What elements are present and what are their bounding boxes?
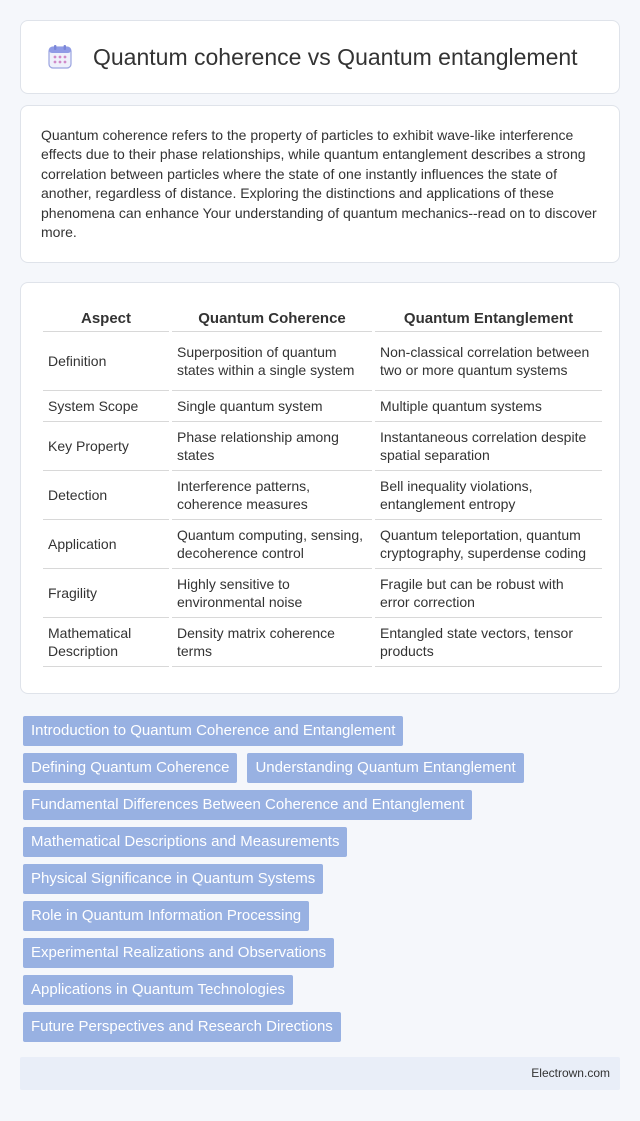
topic-row bbox=[23, 938, 623, 968]
table-cell: Application bbox=[43, 520, 169, 569]
table-cell: Superposition of quantum states within a single system bbox=[172, 332, 372, 391]
table-cell: Key Property bbox=[43, 422, 169, 471]
calendar-icon bbox=[47, 44, 73, 70]
topic-link[interactable]: Experimental Realizations and Observations bbox=[23, 938, 334, 968]
topic-link[interactable]: Role in Quantum Information Processing bbox=[23, 901, 309, 931]
intro-text: Quantum coherence refers to the property of particles to exhibit wave-like interference effects due to their phase relationships, while quantum entanglement describes a strong correlation between particles where the state of one instantly influences the state of another, regardless of distance. Exploring the distinctions and applications of these phenomena can enhance Your understanding of quantum mechanics--read on to discover more. bbox=[41, 127, 597, 241]
topic-row bbox=[23, 901, 623, 931]
table-cell: Non-classical correlation between two or more quantum systems bbox=[375, 332, 602, 391]
comparison-table bbox=[40, 305, 605, 667]
topic-row bbox=[23, 790, 623, 820]
table-row bbox=[43, 391, 602, 422]
topic-link[interactable]: Fundamental Differences Between Coherence and Entanglement bbox=[23, 790, 472, 820]
table-cell: Detection bbox=[43, 471, 169, 520]
table-cell: Instantaneous correlation despite spatial separation bbox=[375, 422, 602, 471]
table-cell: Single quantum system bbox=[172, 391, 372, 422]
table-cell: Quantum teleportation, quantum cryptography, superdense coding bbox=[375, 520, 602, 569]
table-row bbox=[43, 618, 602, 667]
table-row bbox=[43, 422, 602, 471]
table-header-row bbox=[43, 305, 602, 332]
table-cell: Entangled state vectors, tensor products bbox=[375, 618, 602, 667]
topic-row bbox=[23, 827, 623, 857]
table-cell: Mathematical Description bbox=[43, 618, 169, 667]
table-row bbox=[43, 332, 602, 391]
topic-link[interactable]: Introduction to Quantum Coherence and Entanglement bbox=[23, 716, 403, 746]
table-cell: Definition bbox=[43, 332, 169, 391]
page-title: Quantum coherence vs Quantum entanglement bbox=[93, 43, 578, 70]
table-cell: Phase relationship among states bbox=[172, 422, 372, 471]
topic-link[interactable]: Mathematical Descriptions and Measurements bbox=[23, 827, 347, 857]
table-header-cell: Aspect bbox=[43, 305, 169, 332]
table-row bbox=[43, 520, 602, 569]
table-cell: Bell inequality violations, entanglement entropy bbox=[375, 471, 602, 520]
topic-link[interactable]: Physical Significance in Quantum Systems bbox=[23, 864, 323, 894]
table-cell: System Scope bbox=[43, 391, 169, 422]
table-row bbox=[43, 471, 602, 520]
topic-row bbox=[23, 975, 623, 1005]
topic-link[interactable]: Understanding Quantum Entanglement bbox=[247, 753, 523, 783]
table-cell: Highly sensitive to environmental noise bbox=[172, 569, 372, 618]
topic-link[interactable]: Defining Quantum Coherence bbox=[23, 753, 237, 783]
topic-row bbox=[23, 1012, 623, 1042]
topic-link[interactable]: Future Perspectives and Research Directions bbox=[23, 1012, 341, 1042]
topic-row bbox=[23, 716, 623, 746]
topic-links bbox=[23, 716, 623, 1049]
topic-link[interactable]: Applications in Quantum Technologies bbox=[23, 975, 293, 1005]
header-card bbox=[20, 20, 620, 94]
footer-brand[interactable]: Electrown.com bbox=[531, 1066, 610, 1080]
table-cell: Density matrix coherence terms bbox=[172, 618, 372, 667]
table-row bbox=[43, 569, 602, 618]
topic-row bbox=[23, 753, 623, 783]
comparison-table-card bbox=[20, 282, 620, 694]
table-header-cell: Quantum Coherence bbox=[172, 305, 372, 332]
table-cell: Fragility bbox=[43, 569, 169, 618]
table-cell: Multiple quantum systems bbox=[375, 391, 602, 422]
intro-card bbox=[20, 105, 620, 263]
table-cell: Quantum computing, sensing, decoherence control bbox=[172, 520, 372, 569]
topic-row bbox=[23, 864, 623, 894]
table-header-cell: Quantum Entanglement bbox=[375, 305, 602, 332]
table-cell: Interference patterns, coherence measures bbox=[172, 471, 372, 520]
footer bbox=[20, 1057, 620, 1090]
table-cell: Fragile but can be robust with error correction bbox=[375, 569, 602, 618]
